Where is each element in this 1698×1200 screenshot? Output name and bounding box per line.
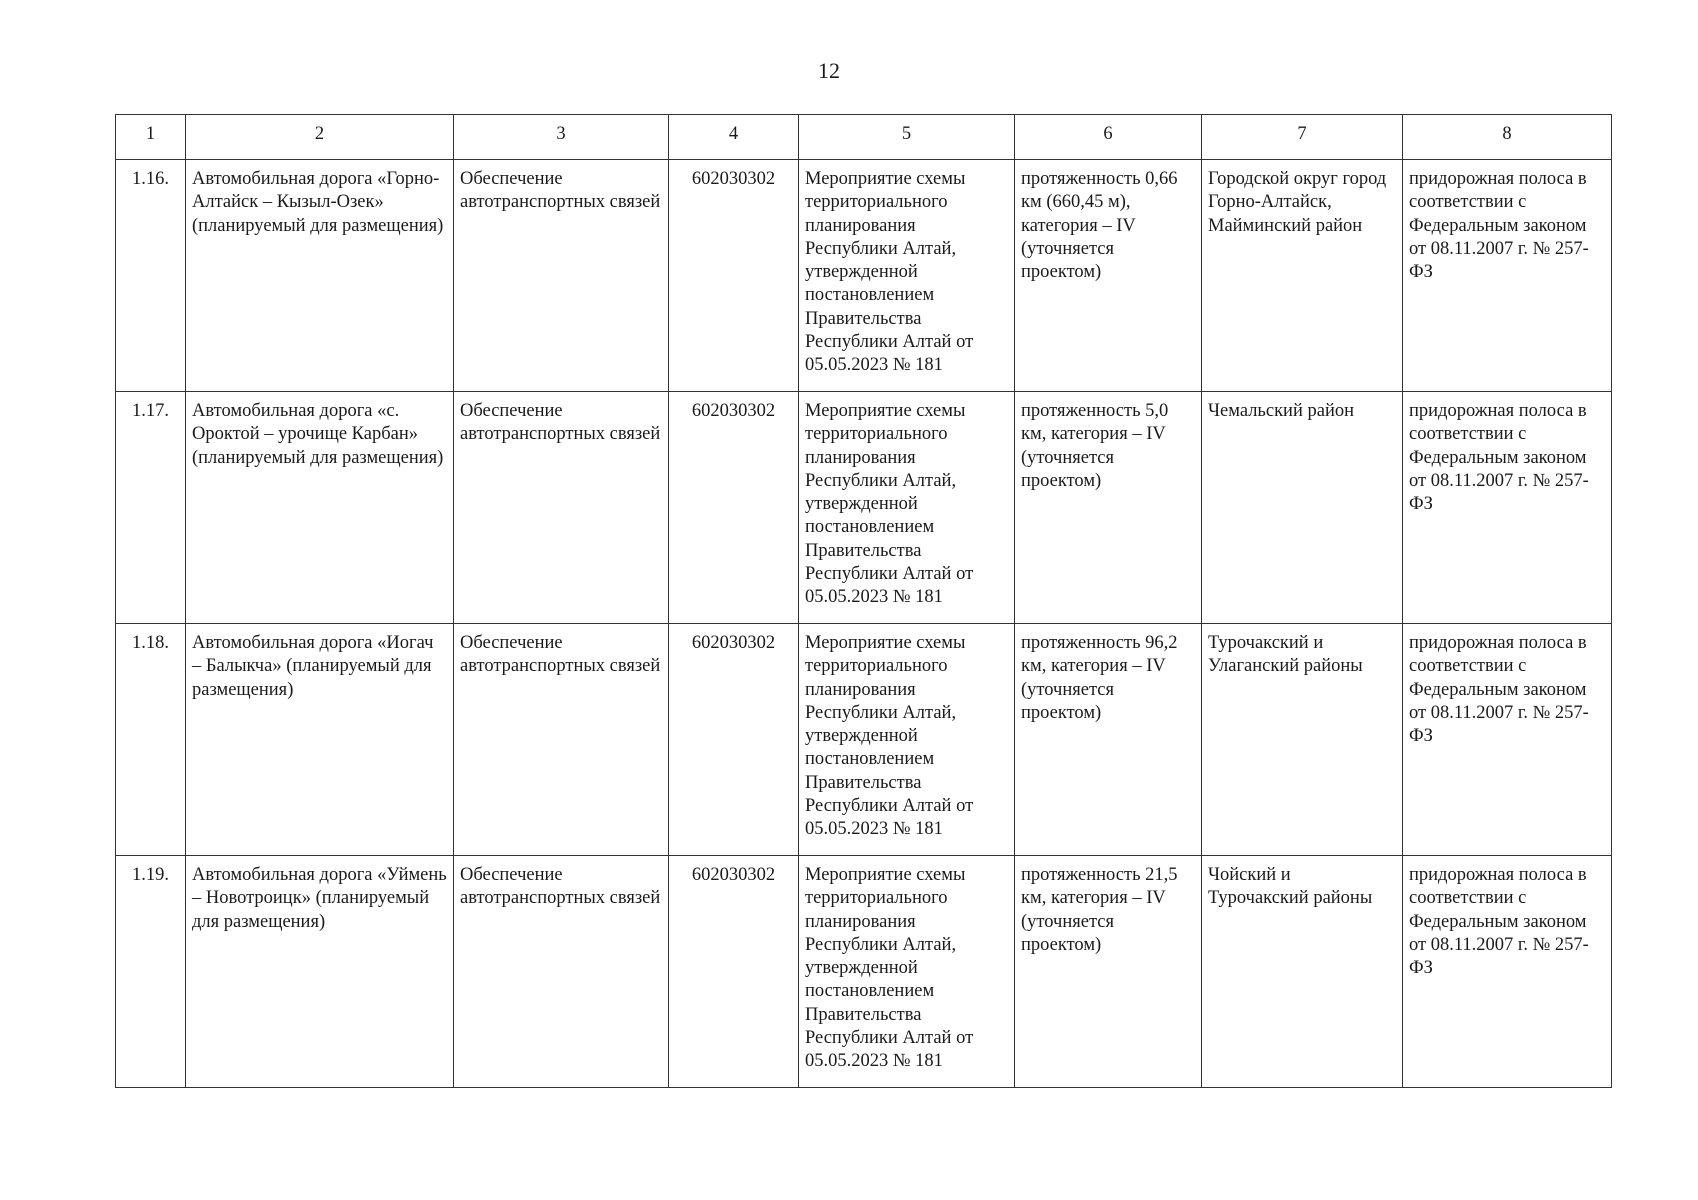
column-header: 3 bbox=[454, 115, 669, 160]
column-header: 8 bbox=[1403, 115, 1612, 160]
row-number: 1.18. bbox=[116, 624, 186, 856]
object-purpose: Обеспечение автотранспортных связей bbox=[454, 392, 669, 624]
object-location: Чемальский район bbox=[1202, 392, 1403, 624]
object-code: 602030302 bbox=[669, 160, 799, 392]
object-purpose: Обеспечение автотранспортных связей bbox=[454, 856, 669, 1088]
object-basis: Мероприятие схемы территориального планирования Республики Алтай, утвержденной постановлением Правительства Республики Алтай от 05.05.2023 № 181 bbox=[799, 160, 1015, 392]
table-row bbox=[116, 392, 1612, 624]
table-row bbox=[116, 856, 1612, 1088]
column-header: 2 bbox=[186, 115, 454, 160]
column-header: 7 bbox=[1202, 115, 1403, 160]
object-location: Турочакский и Улаганский районы bbox=[1202, 624, 1403, 856]
row-number: 1.19. bbox=[116, 856, 186, 1088]
object-zone: придорожная полоса в соответствии с Федеральным законом от 08.11.2007 г. № 257-ФЗ bbox=[1403, 160, 1612, 392]
column-header: 4 bbox=[669, 115, 799, 160]
column-header: 5 bbox=[799, 115, 1015, 160]
object-code: 602030302 bbox=[669, 624, 799, 856]
row-number: 1.16. bbox=[116, 160, 186, 392]
page-number: 12 bbox=[818, 58, 840, 83]
row-number: 1.17. bbox=[116, 392, 186, 624]
object-name: Автомобильная дорога «Иогач – Балыкча» (планируемый для размещения) bbox=[186, 624, 454, 856]
object-code: 602030302 bbox=[669, 392, 799, 624]
object-basis: Мероприятие схемы территориального планирования Республики Алтай, утвержденной постановлением Правительства Республики Алтай от 05.05.2023 № 181 bbox=[799, 856, 1015, 1088]
object-zone: придорожная полоса в соответствии с Федеральным законом от 08.11.2007 г. № 257-ФЗ bbox=[1403, 392, 1612, 624]
table-row bbox=[116, 624, 1612, 856]
object-characteristics: протяженность 0,66 км (660,45 м), категория – IV (уточняется проектом) bbox=[1015, 160, 1202, 392]
object-characteristics: протяженность 96,2 км, категория – IV (уточняется проектом) bbox=[1015, 624, 1202, 856]
column-header: 6 bbox=[1015, 115, 1202, 160]
object-characteristics: протяженность 21,5 км, категория – IV (уточняется проектом) bbox=[1015, 856, 1202, 1088]
object-characteristics: протяженность 5,0 км, категория – IV (уточняется проектом) bbox=[1015, 392, 1202, 624]
object-basis: Мероприятие схемы территориального планирования Республики Алтай, утвержденной постановлением Правительства Республики Алтай от 05.05.2023 № 181 bbox=[799, 392, 1015, 624]
objects-table bbox=[115, 114, 1612, 1088]
object-zone: придорожная полоса в соответствии с Федеральным законом от 08.11.2007 г. № 257-ФЗ bbox=[1403, 856, 1612, 1088]
object-purpose: Обеспечение автотранспортных связей bbox=[454, 160, 669, 392]
object-zone: придорожная полоса в соответствии с Федеральным законом от 08.11.2007 г. № 257-ФЗ bbox=[1403, 624, 1612, 856]
object-basis: Мероприятие схемы территориального планирования Республики Алтай, утвержденной постановлением Правительства Республики Алтай от 05.05.2023 № 181 bbox=[799, 624, 1015, 856]
object-name: Автомобильная дорога «с. Ороктой – урочище Карбан» (планируемый для размещения) bbox=[186, 392, 454, 624]
table-row bbox=[116, 160, 1612, 392]
object-purpose: Обеспечение автотранспортных связей bbox=[454, 624, 669, 856]
object-name: Автомобильная дорога «Горно-Алтайск – Кызыл-Озек» (планируемый для размещения) bbox=[186, 160, 454, 392]
object-name: Автомобильная дорога «Уймень – Новотроицк» (планируемый для размещения) bbox=[186, 856, 454, 1088]
object-code: 602030302 bbox=[669, 856, 799, 1088]
object-location: Чойский и Турочакский районы bbox=[1202, 856, 1403, 1088]
table-header-row bbox=[116, 115, 1612, 160]
column-header: 1 bbox=[116, 115, 186, 160]
object-location: Городской округ город Горно-Алтайск, Майминский район bbox=[1202, 160, 1403, 392]
